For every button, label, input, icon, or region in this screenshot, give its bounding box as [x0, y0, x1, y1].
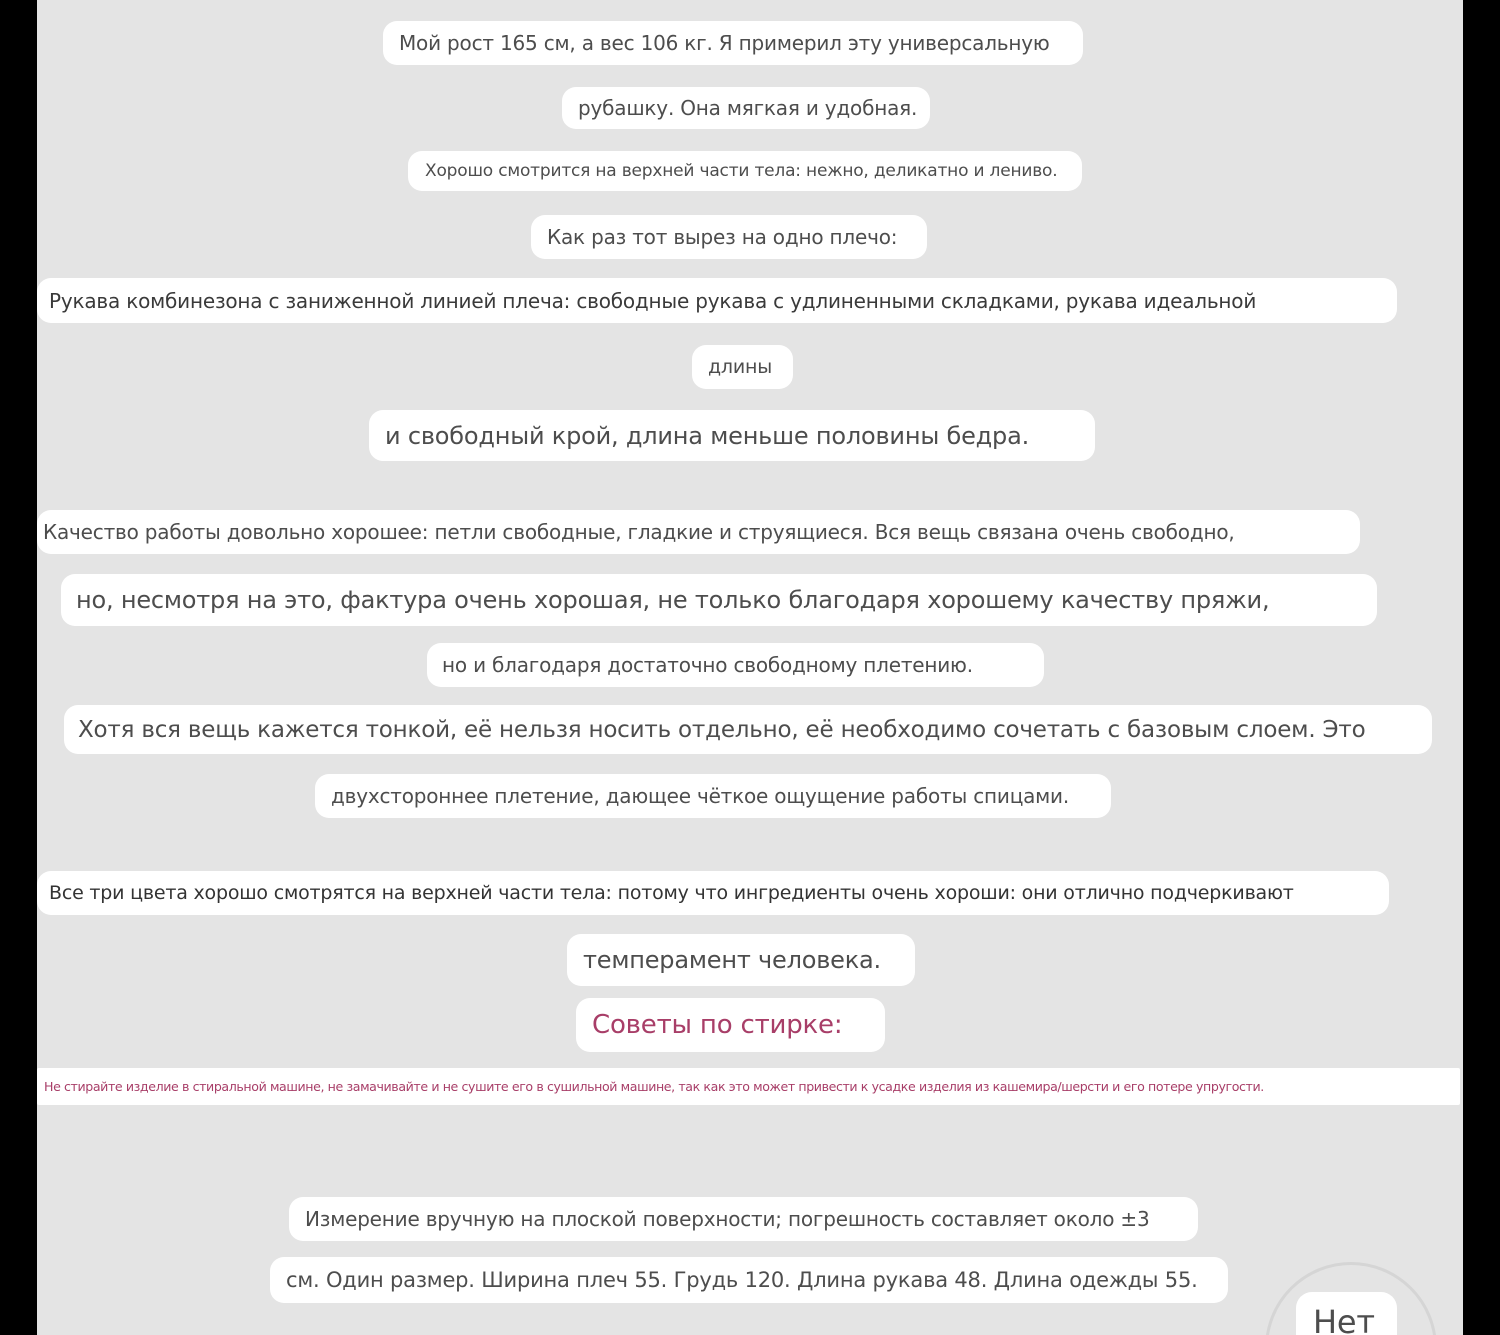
review-line-2: рубашку. Она мягкая и удобная.: [562, 87, 930, 129]
review-line-6: длины: [692, 345, 793, 389]
measurement-line-1: Измерение вручную на плоской поверхности; погрешность составляет около ±3: [289, 1197, 1198, 1241]
review-line-14: темперамент человека.: [567, 934, 915, 986]
review-line-11: Хотя вся вещь кажется тонкой, её нельзя носить отдельно, её необходимо сочетать с базовым слоем. Это: [64, 705, 1432, 754]
review-line-4: Как раз тот вырез на одно плечо:: [531, 215, 927, 259]
review-line-9: но, несмотря на это, фактура очень хорошая, не только благодаря хорошему качеству пряжи,: [61, 574, 1377, 626]
review-line-3: Хорошо смотрится на верхней части тела: нежно, деликатно и лениво.: [408, 151, 1082, 191]
review-line-1: Мой рост 165 см, а вес 106 кг. Я примерил эту универсальную: [383, 21, 1083, 65]
review-line-10: но и благодаря достаточно свободному плетению.: [427, 643, 1044, 687]
review-line-12: двухстороннее плетение, дающее чёткое ощущение работы спицами.: [315, 774, 1111, 818]
review-line-13: Все три цвета хорошо смотрятся на верхней части тела: потому что ингредиенты очень хороши: они отлично подчеркивают: [37, 871, 1389, 915]
review-line-5: Рукава комбинезона с заниженной линией плеча: свободные рукава с удлиненными складками, рукава идеальной: [37, 278, 1397, 323]
washing-tips-title: Советы по стирке:: [576, 998, 885, 1052]
measurement-line-2: см. Один размер. Ширина плеч 55. Грудь 120. Длина рукава 48. Длина одежды 55.: [270, 1257, 1228, 1303]
no-button[interactable]: Нет: [1296, 1292, 1397, 1335]
review-line-8: Качество работы довольно хорошее: петли свободные, гладкие и струящиеся. Вся вещь связана очень свободно,: [37, 510, 1360, 554]
content-panel: [37, 0, 1463, 1335]
review-line-7: и свободный крой, длина меньше половины бедра.: [369, 410, 1095, 461]
washing-tips-text: Не стирайте изделие в стиральной машине, не замачивайте и не сушите его в сушильной машине, так как это может привести к усадке изделия из кашемира/шерсти и его потере упругости.: [37, 1068, 1460, 1105]
